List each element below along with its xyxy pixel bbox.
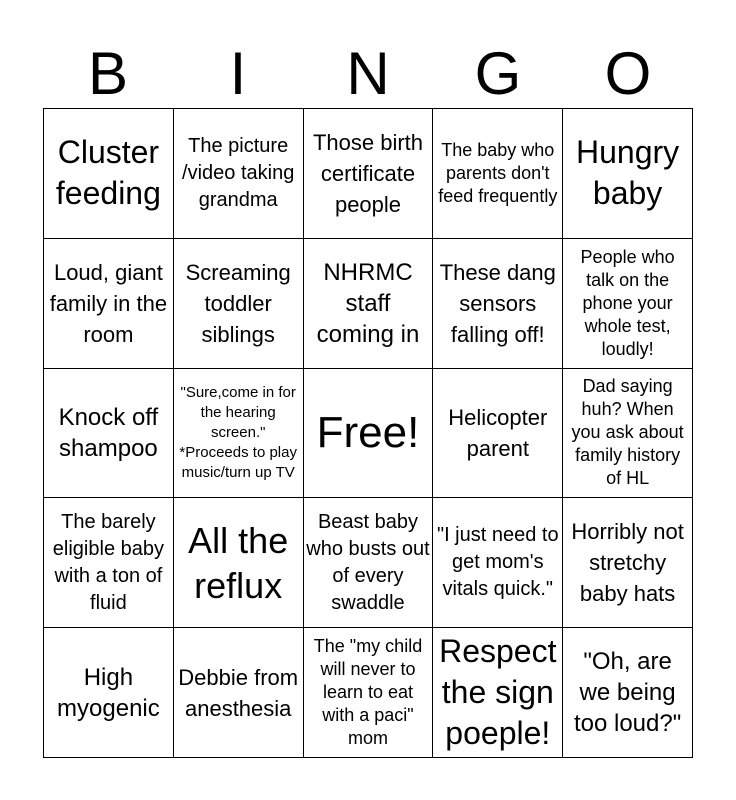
bingo-cell-text: The baby who parents don't feed frequently — [438, 139, 558, 206]
header-letter-o: O — [604, 40, 652, 107]
bingo-cell-r1-c3[interactable] — [304, 109, 434, 239]
bingo-cell-text: All the reflux — [188, 519, 289, 606]
bingo-cell-r2-c2[interactable] — [174, 239, 304, 369]
bingo-cell-text: Loud, giant family in the room — [49, 259, 168, 347]
bingo-cell-r5-c5[interactable] — [563, 628, 693, 758]
bingo-cell-text: Horribly not stretchy baby hats — [571, 519, 684, 607]
bingo-cell-r5-c2[interactable] — [174, 628, 304, 758]
bingo-cell-text: Screaming toddler siblings — [185, 259, 291, 347]
bingo-cell-r3-c1[interactable] — [44, 369, 174, 499]
bingo-cell-text: "I just need to get mom's vitals quick." — [436, 524, 559, 601]
bingo-header — [43, 40, 693, 108]
bingo-cell-text: "Oh, are we being too loud?" — [573, 648, 682, 738]
bingo-cell-text: High myogenic — [57, 663, 160, 722]
header-letter-i: I — [229, 40, 247, 107]
bingo-cell-text: Free! — [316, 407, 420, 457]
bingo-cell-r4-c3[interactable] — [304, 498, 434, 628]
bingo-cell-r5-c3[interactable] — [304, 628, 434, 758]
bingo-cell-text: People who talk on the phone your whole test, loudly! — [580, 246, 675, 359]
bingo-cell-r4-c2[interactable] — [174, 498, 304, 628]
bingo-card-grid — [43, 108, 693, 758]
bingo-cell-text: The barely eligible baby with a ton of fluid — [52, 510, 164, 614]
bingo-cell-text: These dang sensors falling off! — [439, 259, 556, 347]
bingo-cell-text: Hungry baby — [576, 134, 680, 212]
bingo-cell-r3-c4[interactable] — [433, 369, 563, 499]
bingo-cell-text: Helicopter parent — [448, 404, 548, 461]
bingo-cell-text: Respect the sign poeple! — [439, 633, 557, 752]
header-letter-n: N — [346, 40, 390, 107]
bingo-cell-r5-c1[interactable] — [44, 628, 174, 758]
bingo-cell-r4-c4[interactable] — [433, 498, 563, 628]
bingo-cell-text: Beast baby who busts out of every swaddle — [306, 510, 430, 614]
header-letter-b: B — [87, 40, 129, 107]
bingo-cell-text: Knock off shampoo — [58, 403, 159, 462]
bingo-cell-free-space[interactable] — [304, 369, 434, 499]
bingo-cell-r5-c4[interactable] — [433, 628, 563, 758]
bingo-cell-r4-c1[interactable] — [44, 498, 174, 628]
bingo-cell-text: Debbie from anesthesia — [178, 664, 299, 721]
bingo-cell-text: Cluster feeding — [55, 134, 161, 212]
bingo-cell-r1-c4[interactable] — [433, 109, 563, 239]
bingo-cell-r1-c1[interactable] — [44, 109, 174, 239]
bingo-cell-text: The "my child will never to learn to eat with a paci" mom — [313, 636, 423, 749]
bingo-cell-r1-c2[interactable] — [174, 109, 304, 239]
header-letter-g: G — [474, 40, 522, 107]
bingo-cell-r1-c5[interactable] — [563, 109, 693, 239]
bingo-cell-text: Dad saying huh? When you ask about family history of HL — [571, 376, 684, 489]
bingo-cell-text: The picture /video taking grandma — [182, 134, 295, 211]
bingo-cell-r3-c5[interactable] — [563, 369, 693, 499]
bingo-cell-r2-c3[interactable] — [304, 239, 434, 369]
bingo-cell-r3-c2[interactable] — [174, 369, 304, 499]
bingo-cell-r2-c5[interactable] — [563, 239, 693, 369]
bingo-cell-r2-c4[interactable] — [433, 239, 563, 369]
bingo-cell-text: Those birth certificate people — [312, 129, 424, 217]
bingo-cell-text: NHRMC staff coming in — [316, 258, 420, 348]
bingo-cell-text: "Sure,come in for the hearing screen." *Proceeds to play music/turn up TV — [179, 383, 297, 481]
bingo-cell-r2-c1[interactable] — [44, 239, 174, 369]
bingo-cell-r4-c5[interactable] — [563, 498, 693, 628]
